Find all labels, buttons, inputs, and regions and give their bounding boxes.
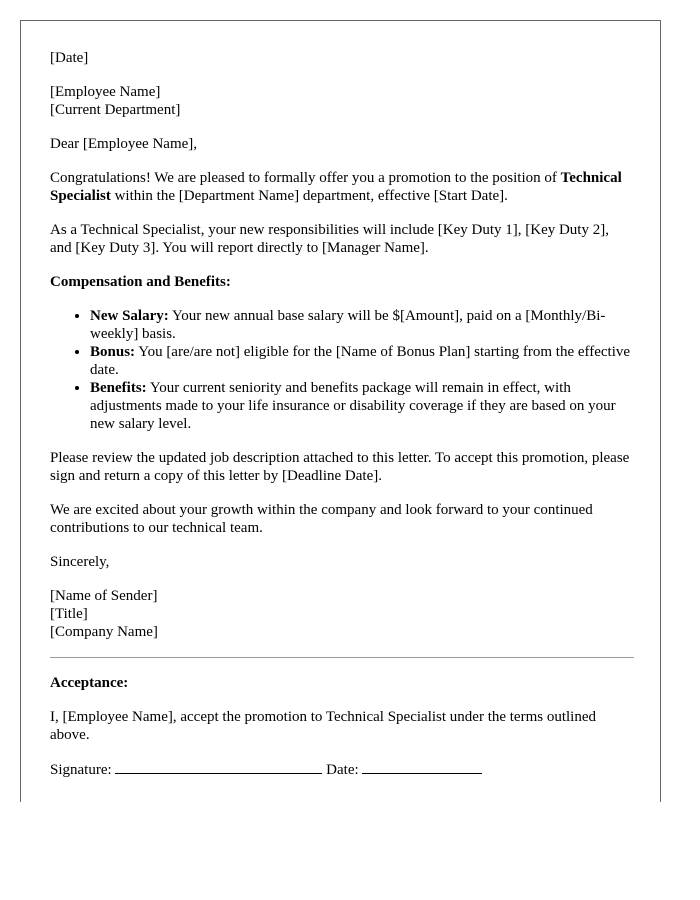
sender-block: [50, 587, 634, 641]
intro-after: within the [Department Name] department, effective [Start Date].: [114, 188, 508, 204]
sender-company: [Company Name]: [50, 624, 158, 640]
closing-paragraph: We are excited about your growth within the company and look forward to your continued contributions to our technical team.: [50, 502, 593, 536]
signature-row: [50, 760, 634, 779]
benefit-label: Bonus:: [90, 344, 136, 360]
recipient-block: [50, 83, 634, 119]
sender-name: [Name of Sender]: [50, 588, 158, 604]
divider: [50, 657, 634, 658]
date-line[interactable]: [362, 760, 482, 774]
letter-date: [Date]: [50, 50, 89, 66]
recipient-department: [Current Department]: [50, 102, 181, 118]
letter-content: [50, 49, 634, 779]
list-item: [90, 343, 634, 379]
signature-line[interactable]: [115, 760, 322, 774]
responsibilities-paragraph: As a Technical Specialist, your new responsibilities will include [Key Duty 1], [Key Duty 2], and [Key Duty 3]. You will report directly to [Manager Name].: [50, 222, 609, 256]
benefits-list: [50, 307, 634, 433]
signature-label: Signature:: [50, 762, 112, 778]
recipient-name: [Employee Name]: [50, 84, 161, 100]
acceptance-text: I, [Employee Name], accept the promotion to Technical Specialist under the terms outlined above.: [50, 709, 596, 743]
position-title: Technical Specialist: [50, 170, 622, 204]
acceptance-heading: Acceptance:: [50, 675, 129, 691]
intro-before: Congratulations! We are pleased to formally offer you a promotion to the position of: [50, 170, 557, 186]
list-item: [90, 379, 634, 433]
signoff: Sincerely,: [50, 554, 110, 570]
review-paragraph: Please review the updated job description attached to this letter. To accept this promotion, please sign and return a copy of this letter by [Deadline Date].: [50, 450, 630, 484]
intro-paragraph: [50, 169, 634, 205]
salutation: Dear [Employee Name],: [50, 136, 198, 152]
letter-page: [20, 20, 661, 802]
sender-title: [Title]: [50, 606, 88, 622]
benefit-text: Your current seniority and benefits package will remain in effect, with adjustments made to your life insurance or disability coverage if they are based on your new salary level.: [90, 380, 616, 432]
benefit-label: Benefits:: [90, 380, 147, 396]
date-label: Date:: [326, 762, 359, 778]
benefit-text: Your new annual base salary will be $[Amount], paid on a [Monthly/Bi-weekly] basis.: [90, 308, 606, 342]
benefit-label: New Salary:: [90, 308, 169, 324]
benefit-text: You [are/are not] eligible for the [Name of Bonus Plan] starting from the effective date.: [90, 344, 631, 378]
list-item: [90, 307, 634, 343]
compensation-heading: Compensation and Benefits:: [50, 274, 231, 290]
